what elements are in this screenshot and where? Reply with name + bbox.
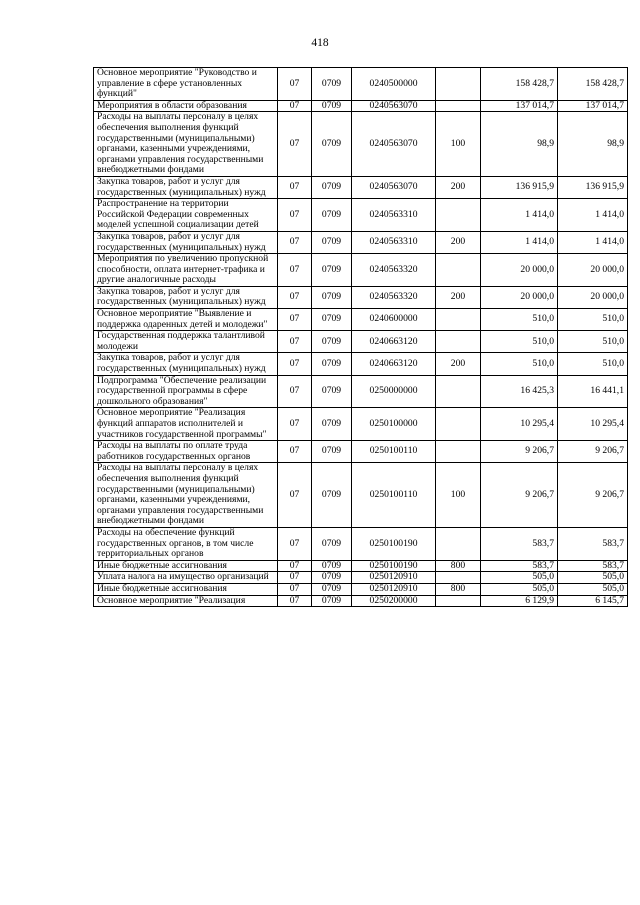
row-name-cell: Мероприятия в области образования xyxy=(94,100,278,112)
table-row xyxy=(94,231,628,253)
table-row xyxy=(94,331,628,353)
razdel-cell: 07 xyxy=(278,331,312,353)
razdel-cell: 07 xyxy=(278,309,312,331)
amount-year1-cell: 583,7 xyxy=(481,560,558,572)
table-row xyxy=(94,441,628,463)
expense-type-cell: 100 xyxy=(436,112,481,177)
razdel-cell: 07 xyxy=(278,463,312,528)
amount-year1-cell: 158 428,7 xyxy=(481,68,558,101)
amount-year2-cell: 6 145,7 xyxy=(558,595,628,607)
podrazdel-cell: 0709 xyxy=(312,309,352,331)
expense-type-cell: 800 xyxy=(436,583,481,595)
target-article-cell: 0240563070 xyxy=(352,176,436,198)
target-article-cell: 0240563310 xyxy=(352,231,436,253)
razdel-cell: 07 xyxy=(278,112,312,177)
table-row xyxy=(94,572,628,584)
row-name-cell: Расходы на выплаты персоналу в целях обеспечения выполнения функций государственными (муниципальными) органами, казенными учреждениями, органами управления государственными внебюджетными фондами xyxy=(94,463,278,528)
row-name-cell: Уплата налога на имущество организаций xyxy=(94,572,278,584)
amount-year1-cell: 20 000,0 xyxy=(481,286,558,308)
amount-year2-cell: 137 014,7 xyxy=(558,100,628,112)
row-name-cell: Иные бюджетные ассигнования xyxy=(94,583,278,595)
table-row xyxy=(94,309,628,331)
row-name-cell: Мероприятия по увеличению пропускной способности, оплата интернет-трафика и другие аналогичные расходы xyxy=(94,254,278,287)
row-name-cell: Распространение на территории Российской Федерации современных моделей успешной социализации детей xyxy=(94,199,278,232)
table-row xyxy=(94,595,628,607)
target-article-cell: 0240500000 xyxy=(352,68,436,101)
amount-year1-cell: 505,0 xyxy=(481,583,558,595)
table-row xyxy=(94,176,628,198)
row-name-cell: Закупка товаров, работ и услуг для государственных (муниципальных) нужд xyxy=(94,176,278,198)
amount-year2-cell: 9 206,7 xyxy=(558,441,628,463)
amount-year2-cell: 136 915,9 xyxy=(558,176,628,198)
razdel-cell: 07 xyxy=(278,286,312,308)
table-row xyxy=(94,560,628,572)
table-row xyxy=(94,199,628,232)
podrazdel-cell: 0709 xyxy=(312,441,352,463)
expense-type-cell xyxy=(436,375,481,408)
row-name-cell: Основное мероприятие "Реализация функций аппаратов исполнителей и участников государственной программы" xyxy=(94,408,278,441)
expense-type-cell: 100 xyxy=(436,463,481,528)
razdel-cell: 07 xyxy=(278,572,312,584)
target-article-cell: 0240563320 xyxy=(352,286,436,308)
amount-year1-cell: 505,0 xyxy=(481,572,558,584)
podrazdel-cell: 0709 xyxy=(312,463,352,528)
expense-type-cell: 800 xyxy=(436,560,481,572)
amount-year1-cell: 136 915,9 xyxy=(481,176,558,198)
target-article-cell: 0240600000 xyxy=(352,309,436,331)
row-name-cell: Государственная поддержка талантливой молодежи xyxy=(94,331,278,353)
target-article-cell: 0250100190 xyxy=(352,527,436,560)
row-name-cell: Иные бюджетные ассигнования xyxy=(94,560,278,572)
amount-year2-cell: 20 000,0 xyxy=(558,254,628,287)
target-article-cell: 0250100000 xyxy=(352,408,436,441)
table-row xyxy=(94,463,628,528)
razdel-cell: 07 xyxy=(278,441,312,463)
row-name-cell: Закупка товаров, работ и услуг для государственных (муниципальных) нужд xyxy=(94,231,278,253)
row-name-cell: Расходы на обеспечение функций государственных органов, в том числе территориальных органов xyxy=(94,527,278,560)
amount-year2-cell: 20 000,0 xyxy=(558,286,628,308)
podrazdel-cell: 0709 xyxy=(312,375,352,408)
target-article-cell: 0240663120 xyxy=(352,331,436,353)
expense-type-cell: 200 xyxy=(436,286,481,308)
amount-year1-cell: 583,7 xyxy=(481,527,558,560)
target-article-cell: 0250120910 xyxy=(352,583,436,595)
expense-type-cell xyxy=(436,408,481,441)
podrazdel-cell: 0709 xyxy=(312,527,352,560)
amount-year1-cell: 20 000,0 xyxy=(481,254,558,287)
amount-year1-cell: 137 014,7 xyxy=(481,100,558,112)
podrazdel-cell: 0709 xyxy=(312,68,352,101)
table-row xyxy=(94,527,628,560)
expense-type-cell: 200 xyxy=(436,353,481,375)
expense-type-cell xyxy=(436,595,481,607)
podrazdel-cell: 0709 xyxy=(312,100,352,112)
table-row xyxy=(94,112,628,177)
amount-year1-cell: 1 414,0 xyxy=(481,231,558,253)
target-article-cell: 0240563320 xyxy=(352,254,436,287)
expense-type-cell xyxy=(436,527,481,560)
razdel-cell: 07 xyxy=(278,199,312,232)
target-article-cell: 0250100190 xyxy=(352,560,436,572)
row-name-cell: Основное мероприятие "Выявление и поддержка одаренных детей и молодежи" xyxy=(94,309,278,331)
expense-type-cell xyxy=(436,68,481,101)
target-article-cell: 0250100110 xyxy=(352,441,436,463)
amount-year1-cell: 16 425,3 xyxy=(481,375,558,408)
podrazdel-cell: 0709 xyxy=(312,560,352,572)
razdel-cell: 07 xyxy=(278,595,312,607)
podrazdel-cell: 0709 xyxy=(312,595,352,607)
podrazdel-cell: 0709 xyxy=(312,176,352,198)
amount-year1-cell: 510,0 xyxy=(481,353,558,375)
expense-type-cell xyxy=(436,441,481,463)
podrazdel-cell: 0709 xyxy=(312,353,352,375)
table-row xyxy=(94,353,628,375)
amount-year2-cell: 583,7 xyxy=(558,560,628,572)
table-row xyxy=(94,68,628,101)
budget-table xyxy=(93,67,628,607)
target-article-cell: 0240563070 xyxy=(352,112,436,177)
amount-year1-cell: 10 295,4 xyxy=(481,408,558,441)
row-name-cell: Основное мероприятие "Руководство и управление в сфере установленных функций" xyxy=(94,68,278,101)
razdel-cell: 07 xyxy=(278,68,312,101)
expense-type-cell: 200 xyxy=(436,176,481,198)
expense-type-cell xyxy=(436,100,481,112)
target-article-cell: 0250000000 xyxy=(352,375,436,408)
target-article-cell: 0240563310 xyxy=(352,199,436,232)
podrazdel-cell: 0709 xyxy=(312,112,352,177)
razdel-cell: 07 xyxy=(278,100,312,112)
amount-year2-cell: 510,0 xyxy=(558,309,628,331)
amount-year2-cell: 510,0 xyxy=(558,331,628,353)
razdel-cell: 07 xyxy=(278,231,312,253)
target-article-cell: 0250100110 xyxy=(352,463,436,528)
amount-year1-cell: 6 129,9 xyxy=(481,595,558,607)
expense-type-cell: 200 xyxy=(436,231,481,253)
table-row xyxy=(94,254,628,287)
podrazdel-cell: 0709 xyxy=(312,286,352,308)
table-row xyxy=(94,100,628,112)
podrazdel-cell: 0709 xyxy=(312,231,352,253)
amount-year1-cell: 98,9 xyxy=(481,112,558,177)
razdel-cell: 07 xyxy=(278,353,312,375)
target-article-cell: 0250120910 xyxy=(352,572,436,584)
expense-type-cell xyxy=(436,309,481,331)
amount-year1-cell: 1 414,0 xyxy=(481,199,558,232)
row-name-cell: Расходы на выплаты по оплате труда работников государственных органов xyxy=(94,441,278,463)
amount-year2-cell: 505,0 xyxy=(558,572,628,584)
amount-year2-cell: 1 414,0 xyxy=(558,231,628,253)
razdel-cell: 07 xyxy=(278,254,312,287)
amount-year2-cell: 10 295,4 xyxy=(558,408,628,441)
expense-type-cell xyxy=(436,199,481,232)
amount-year1-cell: 510,0 xyxy=(481,309,558,331)
target-article-cell: 0240563070 xyxy=(352,100,436,112)
amount-year2-cell: 9 206,7 xyxy=(558,463,628,528)
amount-year1-cell: 510,0 xyxy=(481,331,558,353)
podrazdel-cell: 0709 xyxy=(312,583,352,595)
podrazdel-cell: 0709 xyxy=(312,572,352,584)
row-name-cell: Закупка товаров, работ и услуг для государственных (муниципальных) нужд xyxy=(94,353,278,375)
podrazdel-cell: 0709 xyxy=(312,408,352,441)
razdel-cell: 07 xyxy=(278,527,312,560)
amount-year2-cell: 510,0 xyxy=(558,353,628,375)
budget-table-body xyxy=(94,68,628,607)
row-name-cell: Подпрограмма "Обеспечение реализации государственной программы в сфере дошкольного образования" xyxy=(94,375,278,408)
expense-type-cell xyxy=(436,572,481,584)
table-row xyxy=(94,286,628,308)
expense-type-cell xyxy=(436,254,481,287)
amount-year2-cell: 505,0 xyxy=(558,583,628,595)
target-article-cell: 0240663120 xyxy=(352,353,436,375)
podrazdel-cell: 0709 xyxy=(312,331,352,353)
amount-year1-cell: 9 206,7 xyxy=(481,441,558,463)
row-name-cell: Основное мероприятие "Реализация xyxy=(94,595,278,607)
amount-year2-cell: 158 428,7 xyxy=(558,68,628,101)
row-name-cell: Расходы на выплаты персоналу в целях обеспечения выполнения функций государственными (муниципальными) органами, казенными учреждениями, органами управления государственными внебюджетными фондами xyxy=(94,112,278,177)
razdel-cell: 07 xyxy=(278,408,312,441)
amount-year2-cell: 1 414,0 xyxy=(558,199,628,232)
row-name-cell: Закупка товаров, работ и услуг для государственных (муниципальных) нужд xyxy=(94,286,278,308)
podrazdel-cell: 0709 xyxy=(312,254,352,287)
target-article-cell: 0250200000 xyxy=(352,595,436,607)
table-row xyxy=(94,375,628,408)
expense-type-cell xyxy=(436,331,481,353)
razdel-cell: 07 xyxy=(278,560,312,572)
amount-year2-cell: 98,9 xyxy=(558,112,628,177)
amount-year2-cell: 583,7 xyxy=(558,527,628,560)
razdel-cell: 07 xyxy=(278,583,312,595)
page-number: 418 xyxy=(311,37,329,49)
table-row xyxy=(94,408,628,441)
amount-year2-cell: 16 441,1 xyxy=(558,375,628,408)
podrazdel-cell: 0709 xyxy=(312,199,352,232)
amount-year1-cell: 9 206,7 xyxy=(481,463,558,528)
razdel-cell: 07 xyxy=(278,176,312,198)
razdel-cell: 07 xyxy=(278,375,312,408)
table-row xyxy=(94,583,628,595)
